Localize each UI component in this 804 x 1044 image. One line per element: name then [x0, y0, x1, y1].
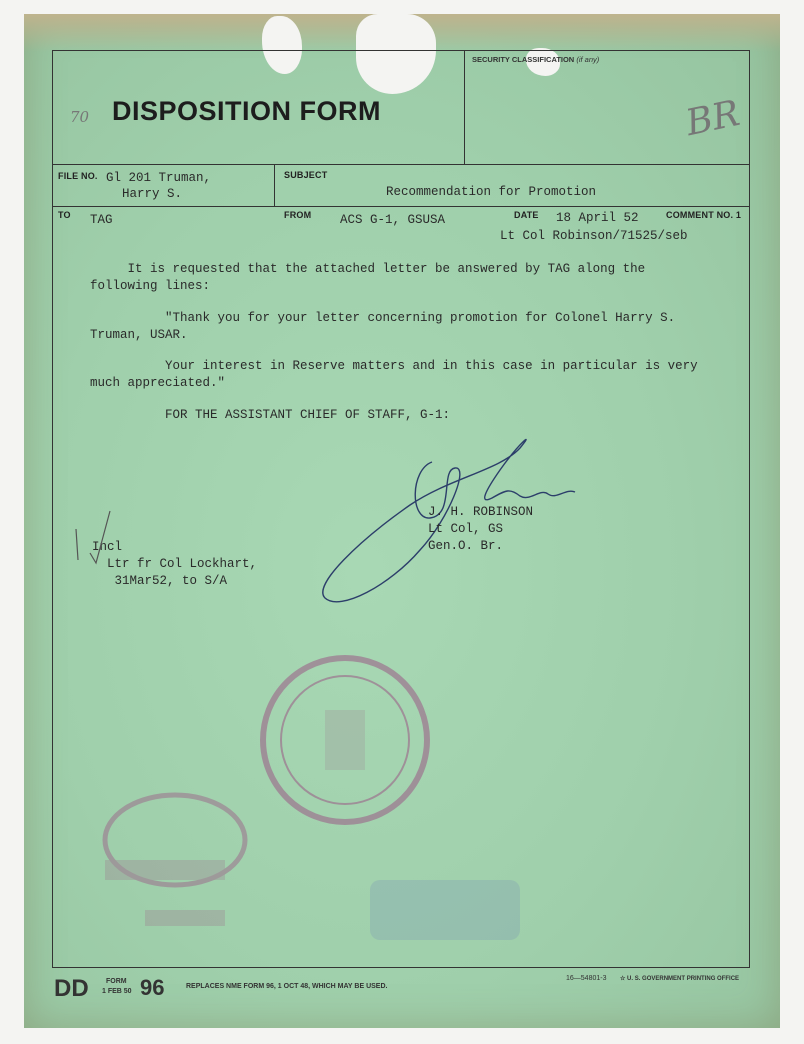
quote-line: Truman, USAR.: [90, 328, 188, 342]
file-no-line2: Harry S.: [122, 187, 183, 201]
footer-form-word: FORM: [106, 978, 127, 985]
star-icon: ☆: [620, 976, 628, 982]
faded-stamp: [85, 780, 285, 950]
signer-rank: Lt Col, GS: [428, 522, 504, 536]
divider: [52, 206, 750, 207]
footer-dd: DD: [54, 975, 89, 1002]
inclosure-line: 31Mar52, to S/A: [92, 574, 228, 588]
security-classification-label: [472, 55, 599, 64]
to-label: TO: [58, 210, 71, 220]
handwritten-corner-note: 70: [70, 108, 90, 126]
quote-line: "Thank you for your letter concerning promotion for Colonel Harry S.: [90, 311, 676, 325]
from-label: FROM: [284, 210, 312, 220]
handwritten-initials: BR: [682, 92, 744, 145]
signer-name: J. H. ROBINSON: [428, 505, 534, 519]
footer-form-number: 96: [140, 975, 165, 1000]
file-no-line1: Gl 201 Truman,: [106, 171, 212, 185]
to-value: TAG: [90, 213, 113, 227]
security-label-text: SECURITY CLASSIFICATION: [472, 55, 575, 64]
divider: [52, 164, 750, 165]
form-title: DISPOSITION FORM: [112, 96, 382, 126]
subject-label: SUBJECT: [284, 170, 328, 180]
author-reference: Lt Col Robinson/71525/seb: [500, 229, 688, 243]
divider: [464, 50, 465, 164]
subject-value: Recommendation for Promotion: [386, 185, 597, 199]
footer-form-date: 1 FEB 50: [102, 988, 132, 995]
from-value: ACS G-1, GSUSA: [340, 213, 446, 227]
body-paragraph-line: following lines:: [90, 279, 211, 293]
signer-branch: Gen.O. Br.: [428, 539, 504, 553]
divider: [274, 164, 275, 206]
footer-gpo: [620, 975, 739, 982]
quote-line: Your interest in Reserve matters and in this case in particular is very: [90, 359, 698, 373]
date-label: DATE: [514, 210, 539, 220]
inclosure-line: Incl: [92, 540, 123, 554]
security-hint-text: (if any): [576, 55, 600, 64]
faded-stamp: [360, 860, 560, 970]
comment-number-label: COMMENT NO. 1: [666, 210, 742, 220]
quote-line: much appreciated.": [90, 376, 226, 390]
footer-gpo-text: U. S. GOVERNMENT PRINTING OFFICE: [627, 976, 740, 982]
closing-line: FOR THE ASSISTANT CHIEF OF STAFF, G-1:: [90, 408, 451, 422]
date-value: 18 April 52: [556, 211, 639, 225]
body-paragraph-line: It is requested that the attached letter be answered by TAG along the: [90, 262, 646, 276]
footer-print-code: 16—54801-3: [566, 975, 607, 982]
inclosure-line: Ltr fr Col Lockhart,: [92, 557, 258, 571]
footer-replaces-note: REPLACES NME FORM 96, 1 OCT 48, WHICH MAY BE USED.: [186, 983, 388, 990]
file-no-label: FILE NO.: [58, 171, 98, 181]
pencil-check-mark: [70, 505, 130, 565]
